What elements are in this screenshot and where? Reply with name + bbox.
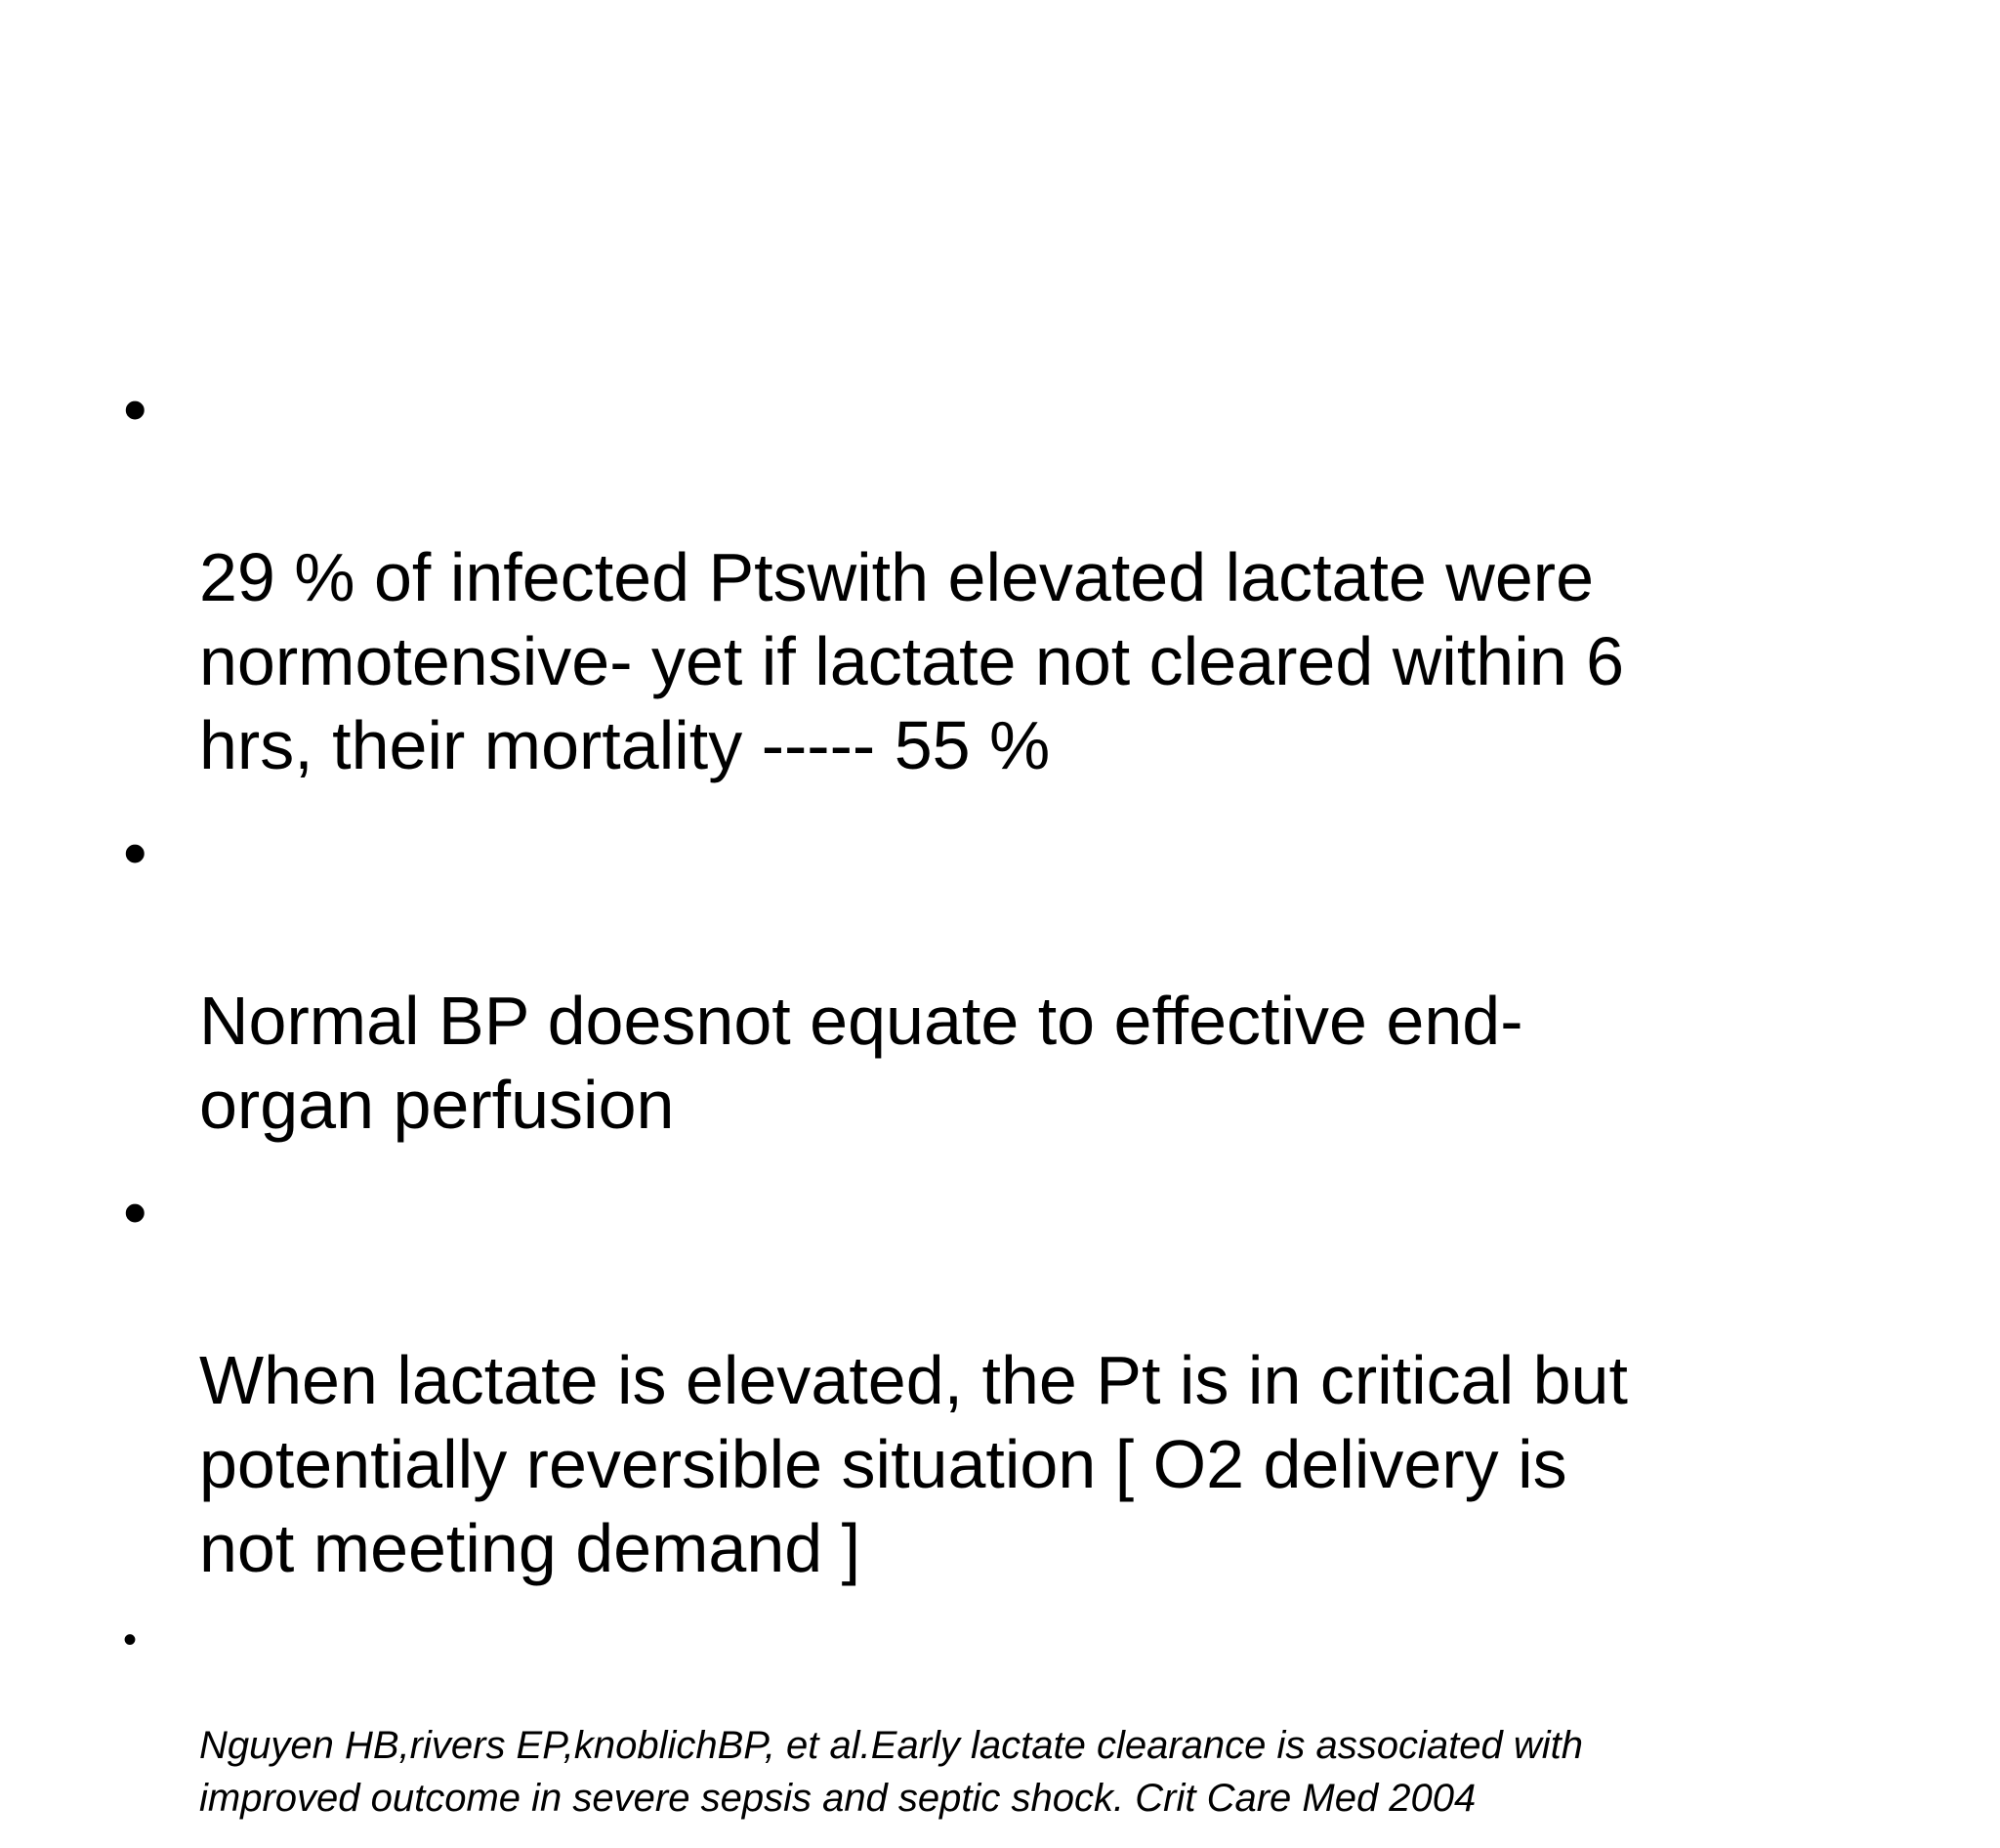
bullet-marker: • xyxy=(123,815,147,891)
bullet-item-normal-bp xyxy=(117,811,1875,1147)
bullet-text: Normal BP doesnot equate to effective end- organ perfusion xyxy=(199,983,1523,1143)
citation-marker: • xyxy=(123,1618,138,1661)
bullet-text: When lactate is elevated, the Pt is in critical but potentially reversible situation [ O2 delivery is not meeting demand ] xyxy=(199,1342,1628,1586)
bullet-marker: • xyxy=(123,371,147,447)
bullet-text: 29 % of infected Ptswith elevated lactate were normotensive- yet if lactate not cleared within 6 hrs, their mortality ----- 55 % xyxy=(199,539,1625,783)
bullet-item-lactate-elevated xyxy=(117,1170,1875,1590)
bullet-list xyxy=(117,367,1875,1848)
bullet-marker: • xyxy=(123,1174,147,1250)
citation-item xyxy=(117,1614,1875,1825)
bullet-item-lactate-normotensive xyxy=(117,367,1875,787)
citation-text: Nguyen HB,rivers EP,knoblichBP, et al.Early lactate clearance is associated with improved outcome in severe sepsis and septic shock. Crit Care Med 2004 xyxy=(199,1724,1584,1820)
